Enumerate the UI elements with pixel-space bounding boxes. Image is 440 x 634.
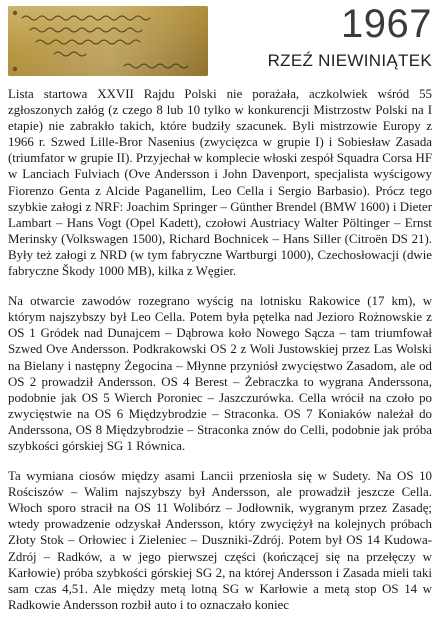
paragraph: Lista startowa XXVII Rajdu Polski nie porażała, aczkolwiek wśród 55 zgłoszonych załóg (z czego 8 lub 10 tylko w konkurencji Mistrzostw Polski na I etapie) nie zabrakło takich, które budziły szacunek. Byli mistrzowie Europy z 1966 r. Szwed Lille-Bror Nasenius (zwycięzca w grupie I) i Sobiesław Zasada (triumfator w grupie II). Przyjechał w komplecie włoski zespół Squadra Corsa HF w Lanciach Fulviach (Ove Andersson i John Davenport, specjalista wyścigowy Fiorenzo Genta z Alcide Paganellim, Leo Cella i Sergio Barbasio). Prócz tego szybkie załogi z NRF: Joachim Springer – Günther Brendel (BMW 1600) i Dieter Lambart – Hans Vogt (Opel Kadett), czołowi Austriacy Walter Pöltinger – Ernst Merinsky (Volkswagen 1500), Richard Bochnicek – Hans Siller (Citroën DS 21). Były też załogi z NRD (w tym fabryczne Wartburgi 1000), Czechosłowacji (dwie fabryczne Škody 1000 MB), kilka z Węgier. [8, 87, 432, 279]
article-body [8, 86, 432, 613]
paragraph: Ta wymiana ciosów między asami Lancii przeniosła się w Sudety. Na OS 10 Rościszów – Walim najszybszy był Andersson, ale prowadził jeszcze Cella. Włoch sporo stracił na OS 11 Wolibórz – Jodłownik, wygranym przez Zasadę; wtedy prowadzenie odzyskał Andersson, który zwyciężył na kolejnych próbach Złoty Stok – Orłowiec i Zieleniec – Duszniki-Zdrój. Potem był OS 14 Kudowa-Zdrój – Radków, a w jego pierwszej części (kończącej się na przełęczy w Karłowie) próba szybkości górskiej SG 2, na której Andersson i Zasada mieli taki sam czas 4,51. Ale między metą lotną SG w Karłowie a metą stop OS 14 w Radkowie Andersson rozbił auto i to oznaczało koniec [8, 469, 432, 612]
chapter-title: RZEŹ NIEWINIĄTEK [267, 51, 432, 70]
paragraph: Na otwarcie zawodów rozegrano wyścig na lotnisku Rakowice (17 km), w którym najszybszy był Leo Cella. Potem była pętelka nad Jezioro Rożnowskie z OS 1 Gródek nad Dunajcem – Dąbrowa koło Nowego Sącza – tam triumfował Szwed Ove Andersson. Podkrakowski OS 2 z Woli Justowskiej przez Las Wolski na Bielany i następny Żegocina – Młynne przyniósł zwycięstwo Zasadom, ale od OS 2 prowadził Andersson. OS 4 Berest – Żebraczka to wygrana Anderssona, podobnie jak OS 5 Wierch Poroniec – Jaszczurówka. Cella wrócił na czoło po zwycięstwie na OS 6 Międzybrodzie – Straconka. OS 7 Koniaków należał do Anderssona, OS 8 Międzybrodzie – Straconka znów do Celli, podobnie jak próba szybkości górskiej SG 1 Równica. [8, 294, 432, 453]
engraved-plaque-image [8, 6, 208, 76]
chapter-year: 1967 [341, 2, 432, 46]
